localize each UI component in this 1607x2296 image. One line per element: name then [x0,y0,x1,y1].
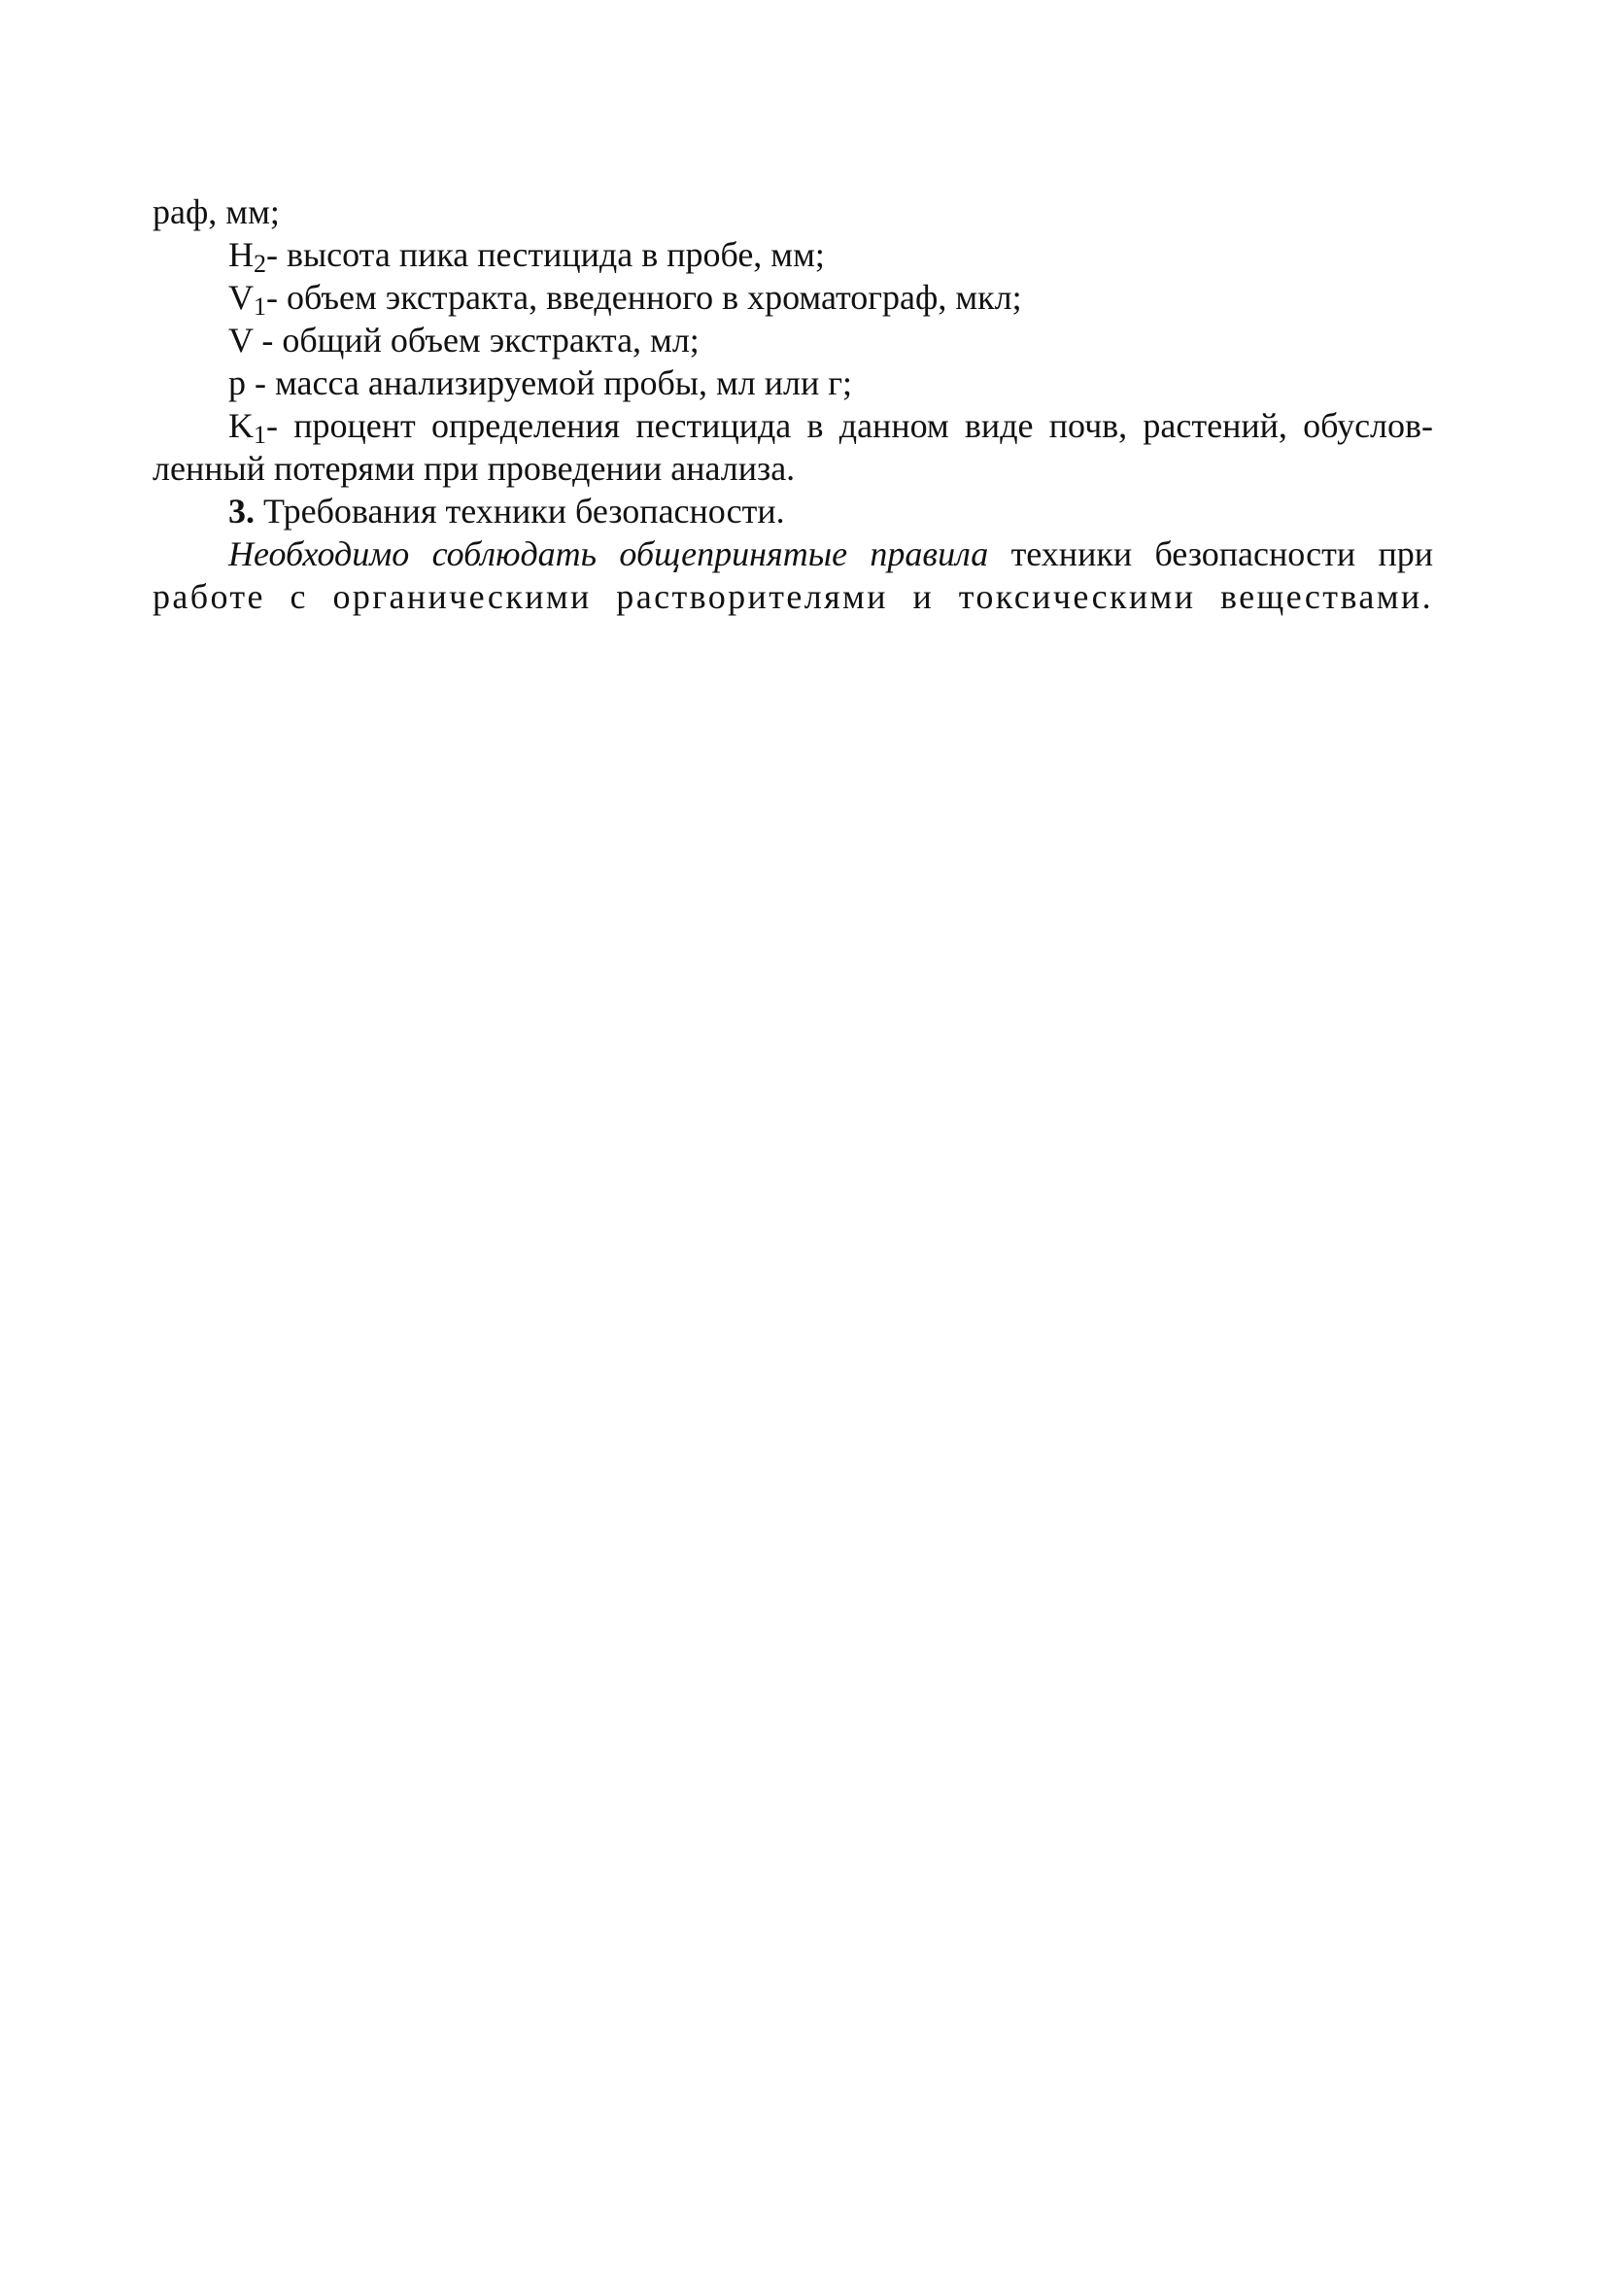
definition-text: - общий объем экстракта, мл; [253,321,700,360]
definition-text: - масса анализируемой пробы, мл или г; [246,363,852,402]
symbol: V [228,278,254,317]
paragraph-line-1 [153,532,1433,575]
definition-v1 [153,276,1433,319]
symbol: p [228,363,246,402]
paragraph-line-2: работе с органическими растворителями и токсическими веществами. [153,577,1433,616]
definition-k1-tail: ленный потерями при проведении анализа. [153,449,796,488]
subscript: 1 [254,421,266,449]
symbol: K [228,406,254,445]
symbol: H [228,235,254,274]
definition-p [153,361,1433,404]
continuation-line: раф, мм; [153,192,280,231]
definition-text: - высота пика пестицида в пробе, мм; [266,235,825,274]
paragraph-text: техники безопасности при [988,534,1433,573]
section-heading [153,490,1433,532]
document-body [153,190,1433,618]
definition-k1 [153,404,1433,447]
definition-v [153,319,1433,361]
definition-text: - объем экстракта, введенного в хроматограф, мкл; [266,278,1022,317]
italic-phrase: Необходимо соблюдать общепринятые правила [228,534,989,573]
definition-text: - процент определения пестицида в данном виде почв, растений, обуслов- [266,406,1433,445]
section-title: Требования техники безопасности. [255,492,785,531]
subscript: 2 [254,250,266,278]
section-number: 3. [228,492,255,531]
subscript: 1 [254,292,266,321]
symbol: V [228,321,254,360]
definition-h2 [153,233,1433,276]
